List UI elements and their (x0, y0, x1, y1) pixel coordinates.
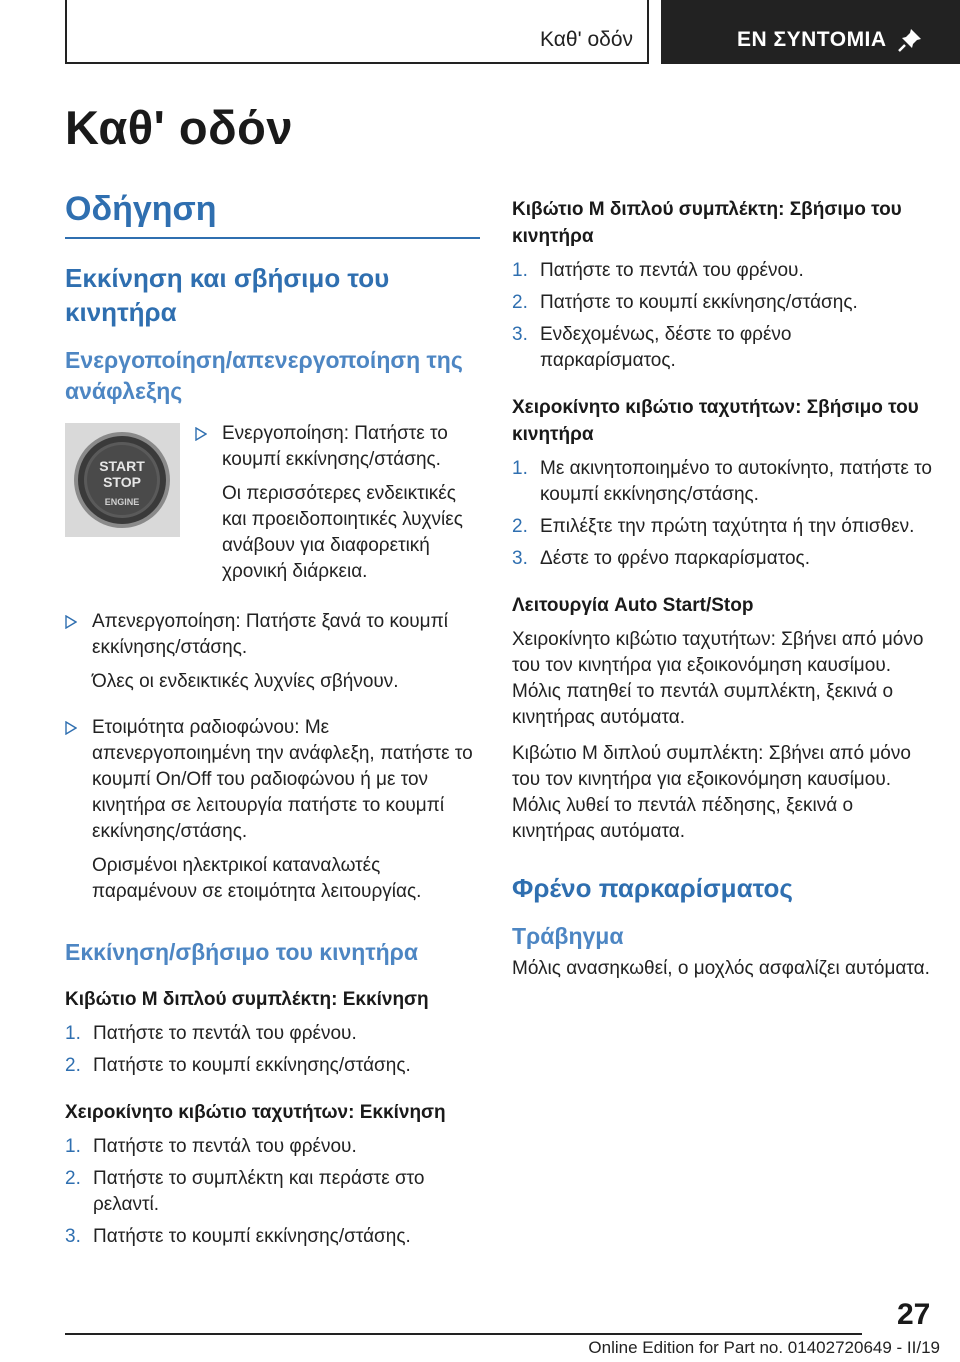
subsection-title-pull: Τράβηγμα (512, 923, 624, 949)
bullet-extra: Οι περισσότερες ενδεικτικές και προειδοποιητικές λυχνίες ανάβουν για διαφορετική χρονική διάρκεια. (222, 483, 463, 582)
subsection-title-start-stop: Εκκίνηση/σβήσιμο του κινητήρα (65, 939, 419, 965)
subsection-title-engine: Εκκίνηση και σβήσιμο του κινητήρα (65, 263, 390, 327)
page-title: Καθ' οδόν (65, 101, 293, 154)
bullet-ignition-off (65, 609, 480, 695)
list-item: 2. Πατήστε το συμπλέκτη και περάστε στο ρελαντί. (65, 1168, 425, 1215)
list-item: 1. Πατήστε το πεντάλ του φρένου. (65, 1023, 357, 1044)
image-label-engine: ENGINE (104, 497, 140, 507)
triangle-bullet-icon (65, 721, 77, 735)
list-item: 2. Επιλέξτε την πρώτη ταχύτητα ή την όπισθεν. (512, 516, 915, 537)
triangle-bullet-icon (195, 427, 207, 441)
footer-edition: Online Edition for Part no. 01402720649 - II/19 (588, 1338, 940, 1357)
autostart-manual-text: Χειροκίνητο κιβώτιο ταχυτήτων: Σβήνει από μόνο του τον κινητήρα για εξοικονόμηση καυσίμου. Μόλις πατηθεί το πεντάλ συμπλέκτη, ξεκινά ο κινητήρας αυτόματα. (512, 629, 924, 728)
steps-dct-start (65, 1021, 480, 1079)
pin-icon (897, 27, 923, 53)
bullet-text: Απενεργοποίηση: Πατήστε ξανά το κουμπί εκκίνησης/στάσης. (92, 611, 448, 658)
steps-dct-stop (512, 258, 932, 374)
right-column (512, 196, 932, 992)
heading-manual-start: Χειροκίνητο κιβώτιο ταχυτήτων: Εκκίνηση (65, 1102, 446, 1123)
autostart-dct-text: Κιβώτιο M διπλού συμπλέκτη: Σβήνει από μόνο του τον κινητήρα για εξοικονόμηση καυσίμου. Μόλις λυθεί το πεντάλ πέδησης, ξεκινά ο κινητήρας αυτόματα. (512, 743, 911, 842)
list-item: 2. Πατήστε το κουμπί εκκίνησης/στάσης. (512, 292, 858, 313)
bullet-extra: Όλες οι ενδεικτικές λυχνίες σβήνουν. (92, 671, 399, 692)
list-item: 2. Πατήστε το κουμπί εκκίνησης/στάσης. (65, 1055, 411, 1076)
header-quick-tab[interactable] (661, 0, 960, 64)
list-item: 3. Ενδεχομένως, δέστε το φρένο παρκαρίσματος. (512, 324, 792, 371)
image-label-start: START (99, 458, 145, 474)
subsection-title-parking-brake: Φρένο παρκαρίσματος (512, 873, 793, 903)
header-section-tab[interactable] (65, 0, 649, 64)
ignition-figure-row (65, 421, 480, 601)
header-section-label: Καθ' οδόν (540, 28, 633, 51)
list-item: 1. Πατήστε το πεντάλ του φρένου. (65, 1136, 357, 1157)
header-quick-label: ΕΝ ΣΥΝΤΟΜΙΑ (737, 28, 887, 51)
left-column (65, 190, 480, 1264)
subsection-title-ignition: Ενεργοποίηση/απενεργοποίηση της ανάφλεξης (65, 347, 463, 404)
parking-brake-text: Μόλις ανασηκωθεί, ο μοχλός ασφαλίζει αυτόματα. (512, 958, 930, 979)
bullet-ignition-on (195, 421, 480, 585)
section-title-driving: Οδήγηση (65, 190, 480, 239)
bullet-text: Ενεργοποίηση: Πατήστε το κουμπί εκκίνησης/στάσης. (222, 423, 448, 470)
heading-dct-start: Κιβώτιο M διπλού συμπλέκτη: Εκκίνηση (65, 989, 429, 1010)
list-item: 3. Πατήστε το κουμπί εκκίνησης/στάσης. (65, 1226, 411, 1247)
footer-divider (65, 1333, 862, 1335)
list-item: 1. Με ακινητοποιημένο το αυτοκίνητο, πατήστε το κουμπί εκκίνησης/στάσης. (512, 458, 932, 505)
list-item: 3. Δέστε το φρένο παρκαρίσματος. (512, 548, 810, 569)
page-number: 27 (897, 1298, 931, 1331)
bullet-radio-ready (65, 715, 480, 905)
triangle-bullet-icon (65, 615, 77, 629)
steps-manual-start (65, 1134, 480, 1250)
start-stop-button-image (65, 423, 180, 537)
heading-manual-stop: Χειροκίνητο κιβώτιο ταχυτήτων: Σβήσιμο του κινητήρα (512, 397, 919, 445)
list-item: 1. Πατήστε το πεντάλ του φρένου. (512, 260, 804, 281)
heading-autostart: Λειτουργία Auto Start/Stop (512, 595, 754, 616)
bullet-extra: Ορισμένοι ηλεκτρικοί καταναλωτές παραμένουν σε ετοιμότητα λειτουργίας. (92, 855, 422, 902)
steps-manual-stop (512, 456, 932, 572)
heading-dct-stop: Κιβώτιο M διπλού συμπλέκτη: Σβήσιμο του κινητήρα (512, 199, 902, 247)
bullet-text: Ετοιμότητα ραδιοφώνου: Με απενεργοποιημένη την ανάφλεξη, πατήστε το κουμπί On/Off του ραδιοφώνου ή με τον κινητήρα σε λειτουργία πατήστε το κουμπί εκκίνησης/στάσης. (92, 717, 473, 842)
image-label-stop: STOP (103, 474, 141, 490)
